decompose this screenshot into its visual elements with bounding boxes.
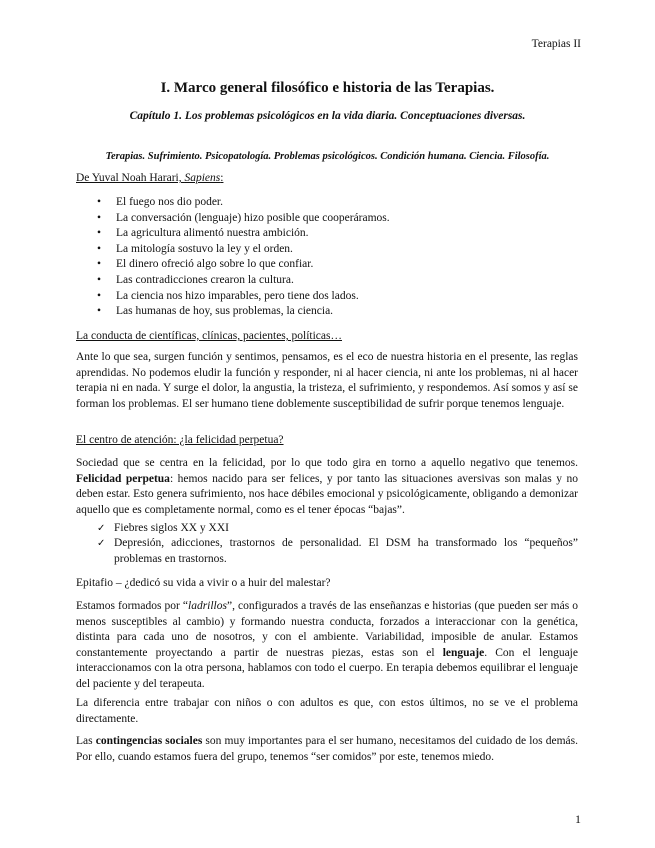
check-list <box>76 521 578 567</box>
harari-bullet-list <box>76 195 576 320</box>
running-header: Terapias II <box>531 38 581 50</box>
list-item: • La mitología sostuvo la ley y el orden. <box>76 242 576 258</box>
section-heading-conducta: La conducta de científicas, clínicas, pacientes, políticas… <box>76 330 342 342</box>
list-item: • El dinero ofreció algo sobre lo que confiar. <box>76 257 576 273</box>
bold-term: lenguaje <box>442 646 485 659</box>
list-item: • La conversación (lenguaje) hizo posible que cooperáramos. <box>76 211 576 227</box>
text-run: Estamos formados por “ <box>76 600 188 612</box>
list-item: • El fuego nos dio poder. <box>76 195 576 211</box>
bold-term: contingencias sociales <box>95 735 203 747</box>
page-title: I. Marco general filosófico e historia de las Terapias. <box>160 80 495 96</box>
paragraph-contingencias <box>76 734 578 765</box>
section-heading-felicidad: El centro de atención: ¿la felicidad perpetua? <box>76 434 284 446</box>
list-item: • La ciencia nos hizo imparables, pero tiene dos lados. <box>76 289 576 305</box>
paragraph-ladrillos <box>76 599 578 692</box>
list-item: • La agricultura alimentó nuestra ambición. <box>76 226 576 242</box>
keywords-line: Terapias. Sufrimiento. Psicopatología. Problemas psicológicos. Condición humana. Ciencia. Filosofía. <box>105 151 550 162</box>
paragraph-felicidad <box>76 456 578 518</box>
list-item: • Las humanas de hoy, sus problemas, la ciencia. <box>76 304 576 320</box>
section-heading-harari <box>76 172 223 184</box>
italic-term: ladrillos <box>188 600 227 612</box>
heading-colon: : <box>220 172 224 184</box>
paragraph-conducta: Ante lo que sea, surgen función y sentimos, pensamos, es el eco de nuestra historia en el presente, las reglas aprendidas. No podemos eludir la función y responder, ni al hacer ciencia, ni ante los problemas, ni al hacer terapia ni en nada. Y surge el dolor, la angustia, la tristeza, el sufrimiento, y respondemos. Así somos y así se forman los problemas. El ser humano tiene doblemente susceptibilidad de sufrir porque tenemos lenguaje. <box>76 351 578 410</box>
text-run: Sociedad que se centra en la felicidad, por lo que todo gira en torno a aquello negativo que tenemos. <box>76 457 578 469</box>
bold-term: Felicidad perpetua <box>76 472 170 485</box>
text-run: ”, configurados a través de las enseñanzas e historias (que pueden ser más o menos susceptibles al cambio) y formando nuestra conducta, forzados a interaccionar con la genética, distinta para cada uno de nosotros, y con el ambiente. Variabilidad, imposible de anular. Estamos constantemente proyectando a partir de nuestras piezas, estas son el <box>76 600 578 659</box>
text-run: Las <box>76 735 96 747</box>
text-run: : hemos nacido para ser felices, y por tanto las situaciones aversivas son malas y no deben estar. Esto genera sufrimiento, nos hace débiles emocional y psicológicamente, obligando a demonizar aquello que es completamente normal, como es el tener épocas “bajas”. <box>76 472 579 516</box>
chapter-heading: Capítulo 1. Los problemas psicológicos en la vida diaria. Conceptuaciones diversas. <box>129 110 526 122</box>
text-run: . Con el lenguaje interaccionamos con la otra persona, hablamos con todo el cuerpo. En terapia debemos equilibrar el lenguaje del paciente y del terapeuta. <box>76 646 578 690</box>
text-run: son muy importantes para el ser humano, necesitamos del cuidado de los demás. Por ello, cuando estamos fuera del grupo, tenemos “ser comidos” por este, tenemos miedo. <box>76 735 579 763</box>
heading-author-text: De Yuval Noah Harari, <box>76 172 185 184</box>
book-title: Sapiens <box>184 172 221 184</box>
list-item: • Las contradicciones crearon la cultura. <box>76 273 576 289</box>
paragraph-ninos-adultos: La diferencia entre trabajar con niños o con adultos es que, con estos últimos, no se ve el problema directamente. <box>76 697 578 725</box>
check-item: ✓ Depresión, adicciones, trastornos de personalidad. El DSM ha transformado los “pequeños” problemas en trastornos. <box>76 536 578 567</box>
epitaph-heading: Epitafio – ¿dedicó su vida a vivir o a huir del malestar? <box>76 577 331 589</box>
page-number: 1 <box>575 812 581 826</box>
check-item: ✓ Fiebres siglos XX y XXI <box>76 521 578 536</box>
